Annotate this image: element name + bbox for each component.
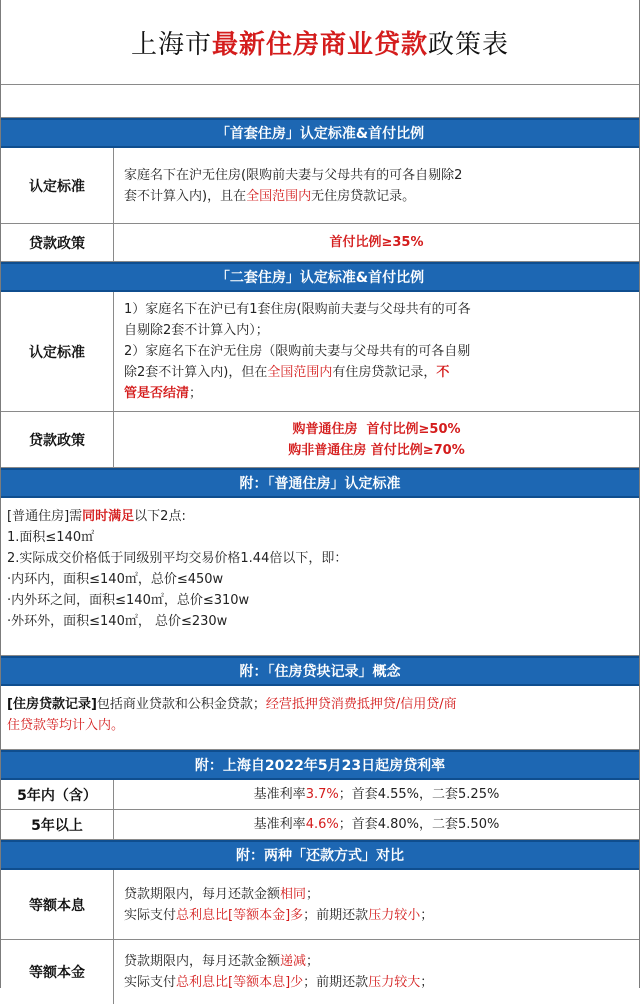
repayment-header: 附：两种「还款方式」对比 xyxy=(1,840,639,870)
second-home-policy-label: 贷款政策 xyxy=(1,412,114,467)
second-home-policy-row xyxy=(1,412,639,468)
second-home-criteria-label: 认定标准 xyxy=(1,292,114,411)
first-home-header: 「首套住房」认定标准&首付比例 xyxy=(1,118,639,148)
loan-record-header: 附：「住房贷块记录」概念 xyxy=(1,656,639,686)
second-home-criteria-row xyxy=(1,292,639,412)
policy-ordinary: 购普通住房 首付比例≥50% xyxy=(292,421,461,437)
rate-row-5y-above: 5年以上 基准利率4.6%；首套4.80%，二套5.50% xyxy=(1,810,639,840)
first-home-criteria-row xyxy=(1,148,639,224)
rate-row-5y-within: 5年内（含） 基准利率3.7%；首套4.55%，二套5.25% xyxy=(1,780,639,810)
first-home-policy-value: 首付比例≥35% xyxy=(329,235,424,250)
first-home-criteria-value: 家庭名下在沪无住房(限购前夫妻与父母共有的可各自剔除2 套不计算入内)，且在全国范围内无住房贷款记录。 xyxy=(124,167,463,204)
blank-row xyxy=(1,85,639,118)
first-home-criteria-label: 认定标准 xyxy=(1,148,114,223)
first-home-policy-row xyxy=(1,224,639,262)
second-home-criteria-value: 1）家庭名下在沪已有1套住房(限购前夫妻与父母共有的可各 自剔除2套不计算入内）； 2）家庭名下在沪无住房（限购前夫妻与父母共有的可各自剔 除2套不计算入内)，但在全国范围内有住房贷款记录，不 管是否结清； xyxy=(124,302,471,401)
repayment-equal-interest-row: 等额本息 贷款期限内，每月还款金额相同； 实际支付总利息比[等额本金]多；前期还款压力较小； xyxy=(1,870,639,940)
repayment-equal-principal-row: 等额本金 贷款期限内，每月还款金额递减； 实际支付总利息比[等额本息]少；前期还款压力较大； xyxy=(1,940,639,1004)
second-home-header: 「二套住房」认定标准&首付比例 xyxy=(1,262,639,292)
policy-non-ordinary: 购非普通住房 首付比例≥70% xyxy=(288,442,465,458)
first-home-policy-label: 贷款政策 xyxy=(1,224,114,261)
rates-header: 附：上海自2022年5月23日起房贷利率 xyxy=(1,750,639,780)
ordinary-header: 附：「普通住房」认定标准 xyxy=(1,468,639,498)
title-highlight: 最新住房商业贷款 xyxy=(211,29,428,60)
ordinary-criteria: [普通住房]需同时满足以下2点: 1.面积≤140㎡ 2.实际成交价格低于同级别平均交易价格1.44倍以下，即： ·内环内，面积≤140㎡，总价≤450w ·内外环之间，面积≤140㎡，总价≤310w ·外环外，面积≤140㎡， 总价≤230w xyxy=(1,498,639,656)
loan-record-text: [住房贷款记录]包括商业贷款和公积金贷款；经营抵押贷消费抵押贷/信用贷/商 住贷款等均计入内。 xyxy=(1,686,639,750)
page-title: 上海市 最新住房商业贷款 政策表 xyxy=(1,0,639,85)
